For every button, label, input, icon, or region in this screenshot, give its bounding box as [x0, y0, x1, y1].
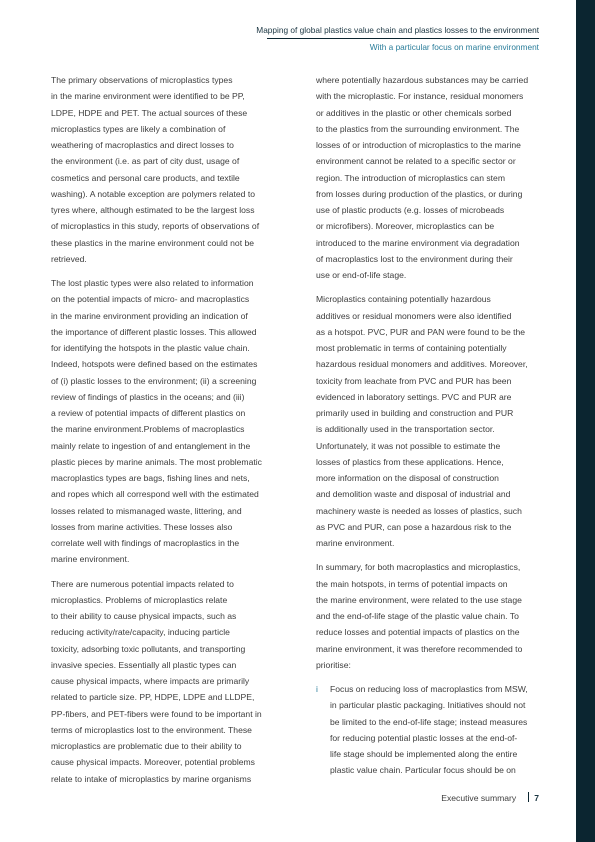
text-line: plastic pieces by marine animals. The most problematic [51, 456, 262, 467]
text-line: and demolition waste and disposal of industrial and [316, 489, 511, 500]
text-line: reducing activity/rate/capacity, inducing particle [51, 627, 230, 638]
text-line: of macroplastics lost to the environment during their [316, 253, 513, 264]
text-line: with the microplastic. For instance, residual monomers [316, 91, 524, 102]
text-line: prioritise: [316, 659, 351, 670]
text-line: The lost plastic types were also related to information [51, 278, 254, 288]
paragraph [316, 559, 554, 673]
text-line: these plastics in the marine environment could not be [51, 237, 255, 248]
text-line: microplastics types are likely a combination of [51, 123, 226, 134]
text-line: region. The introduction of microplastics can stem [316, 172, 505, 183]
text-line: of microplastics in this study, reports of observations of [51, 221, 260, 232]
right-column [316, 72, 554, 787]
text-line: on the potential impacts of micro- and macroplastics [51, 294, 250, 305]
text-line: invasive species. Essentially all plastic types can [51, 659, 237, 670]
text-line: toxicity, adsorbing toxic pollutants, and transporting [51, 643, 246, 654]
text-line: In summary, for both macroplastics and microplastics, [316, 562, 521, 573]
text-line: microplastics are problematic due to their ability to [51, 741, 242, 751]
text-line: The primary observations of microplastics types [51, 75, 233, 85]
text-line: tyres where, although estimated to be the largest loss [51, 205, 255, 215]
text-line: evidenced in laboratory settings. PVC and PUR are [316, 391, 512, 402]
paragraph [316, 72, 554, 283]
page-number: 7 [534, 793, 539, 803]
text-line: in the marine environment were identified to be PP, [51, 91, 245, 102]
text-line: microplastics. Problems of microplastics relate [51, 594, 228, 605]
header-subtitle: With a particular focus on marine environment [369, 42, 539, 52]
text-line: for reducing potential plastic losses at the end-of- [330, 732, 518, 743]
text-line: There are numerous potential impacts related to [51, 578, 234, 589]
text-line: the main hotspots, in terms of potential impacts on [316, 578, 508, 589]
text-line: use of plastic products (e.g. losses of microbeads [316, 205, 505, 215]
text-line: from losses during production of the plastics, or during [316, 188, 523, 199]
text-line: the marine environment, were related to the use stage [316, 594, 522, 605]
text-line: as PVC and PUR, can pose a hazardous risk to the [316, 521, 512, 532]
text-line: losses related to mismanaged waste, littering, and [51, 505, 242, 516]
text-line: Microplastics containing potentially hazardous [316, 294, 491, 305]
text-line: retrieved. [51, 253, 87, 264]
text-line: weathering of macroplastics and direct losses to [51, 140, 234, 150]
bullet-item [316, 681, 554, 779]
text-line: to their ability to cause physical impacts, such as [51, 611, 237, 621]
text-line: cause physical impacts, where impacts are primarily [51, 676, 250, 686]
text-line: plastic value chain. Particular focus should be on [330, 765, 516, 776]
text-line: marine environment, it was therefore recommended to [316, 643, 523, 654]
text-line: or microfibers). Moreover, microplastics can be [316, 221, 495, 232]
text-line: PP-fibers, and PET-fibers were found to be important in [51, 708, 262, 719]
text-line: the environment (i.e. as part of city dust, usage of [51, 156, 240, 167]
text-line: and the end-of-life stage of the plastic value chain. To [316, 611, 519, 621]
text-line: more information on the disposal of construction [316, 473, 499, 483]
text-line: review of findings of plastics in the oceans; and (iii) [51, 391, 245, 402]
text-line: of (i) plastic losses to the environment; (ii) a screening [51, 375, 257, 386]
running-header [256, 24, 539, 53]
text-line: to the plastics from the surrounding environment. The [316, 123, 520, 134]
header-rule [267, 38, 539, 39]
text-line: toxicity from leachate from PVC and PUR has been [316, 375, 512, 386]
paragraph [51, 72, 283, 267]
text-line: terms of microplastics lost to the environment. These [51, 724, 252, 735]
text-line: Indeed, hotspots were defined based on the estimates [51, 359, 258, 370]
bullet-text [330, 681, 554, 779]
paragraph [51, 576, 283, 787]
text-line: or additives in the plastic or other chemicals sorbed [316, 107, 512, 118]
text-line: Unfortunately, it was not possible to estimate the [316, 440, 501, 451]
text-line: introduced to the marine environment via degradation [316, 237, 520, 248]
text-line: Focus on reducing loss of macroplastics from MSW, [330, 684, 528, 694]
text-line: in particular plastic packaging. Initiatives should not [330, 700, 526, 711]
text-line: in the marine environment providing an indication of [51, 310, 248, 321]
text-line: life stage should be implemented along the entire [330, 749, 518, 759]
text-line: losses of plastics from these applications. Hence, [316, 456, 504, 467]
text-line: environment cannot be related to a specific sector or [316, 156, 516, 167]
text-line: a review of potential impacts of different plastics on [51, 408, 246, 418]
footer-divider [528, 792, 529, 802]
text-line: losses of or introduction of microplastics to the marine [316, 140, 521, 150]
text-line: be limited to the end-of-life stage; instead measures [330, 716, 528, 727]
text-line: mainly relate to ingestion of and entanglement in the [51, 440, 251, 451]
text-line: marine environment. [316, 538, 395, 548]
text-line: cause physical impacts. Moreover, potential problems [51, 757, 255, 768]
paragraph [316, 291, 554, 551]
text-line: for identifying the hotspots in the plastic value chain. [51, 343, 250, 353]
footer-section-label: Executive summary [441, 793, 517, 803]
text-line: correlate well with findings of macroplastics in the [51, 538, 240, 548]
text-line: relate to intake of microplastics by marine organisms [51, 773, 252, 784]
text-line: losses from marine activities. These losses also [51, 521, 233, 532]
text-line: hazardous residual monomers and additives. Moreover, [316, 359, 528, 370]
text-line: related to particle size. PP, HDPE, LDPE and LLDPE, [51, 692, 255, 703]
text-line: washing). A notable exception are polymers related to [51, 188, 255, 199]
text-line: is additionally used in the transportation sector. [316, 424, 495, 435]
text-line: machinery waste is needed as losses of plastics, such [316, 505, 522, 516]
page-footer [441, 792, 539, 804]
text-line: additives or residual monomers were also identified [316, 310, 512, 321]
text-line: the marine environment.Problems of macroplastics [51, 424, 245, 435]
text-line: where potentially hazardous substances may be carried [316, 75, 529, 85]
text-line: as a hotspot. PVC, PUR and PAN were found to be the [316, 326, 526, 337]
text-line: reduce losses and potential impacts of plastics on the [316, 627, 520, 638]
text-line: the importance of different plastic losses. This allowed [51, 326, 257, 337]
header-title: Mapping of global plastics value chain and plastics losses to the environment [256, 25, 539, 35]
text-line: most problematic in terms of containing potentially [316, 343, 507, 353]
paragraph [51, 275, 283, 568]
text-line: and ropes which all correspond well with the estimated [51, 489, 259, 500]
bullet-marker: i [316, 684, 318, 694]
text-line: marine environment. [51, 554, 130, 565]
left-column [51, 72, 283, 795]
text-line: macroplastics types are bags, fishing lines and nets, [51, 473, 250, 483]
page-edge-bar [576, 0, 595, 842]
text-line: cosmetics and personal care products, and textile [51, 172, 240, 183]
text-line: LDPE, HDPE and PET. The actual sources of these [51, 107, 248, 118]
text-line: primarily used in building and construction and PUR [316, 408, 514, 418]
text-line: use or end-of-life stage. [316, 270, 407, 280]
